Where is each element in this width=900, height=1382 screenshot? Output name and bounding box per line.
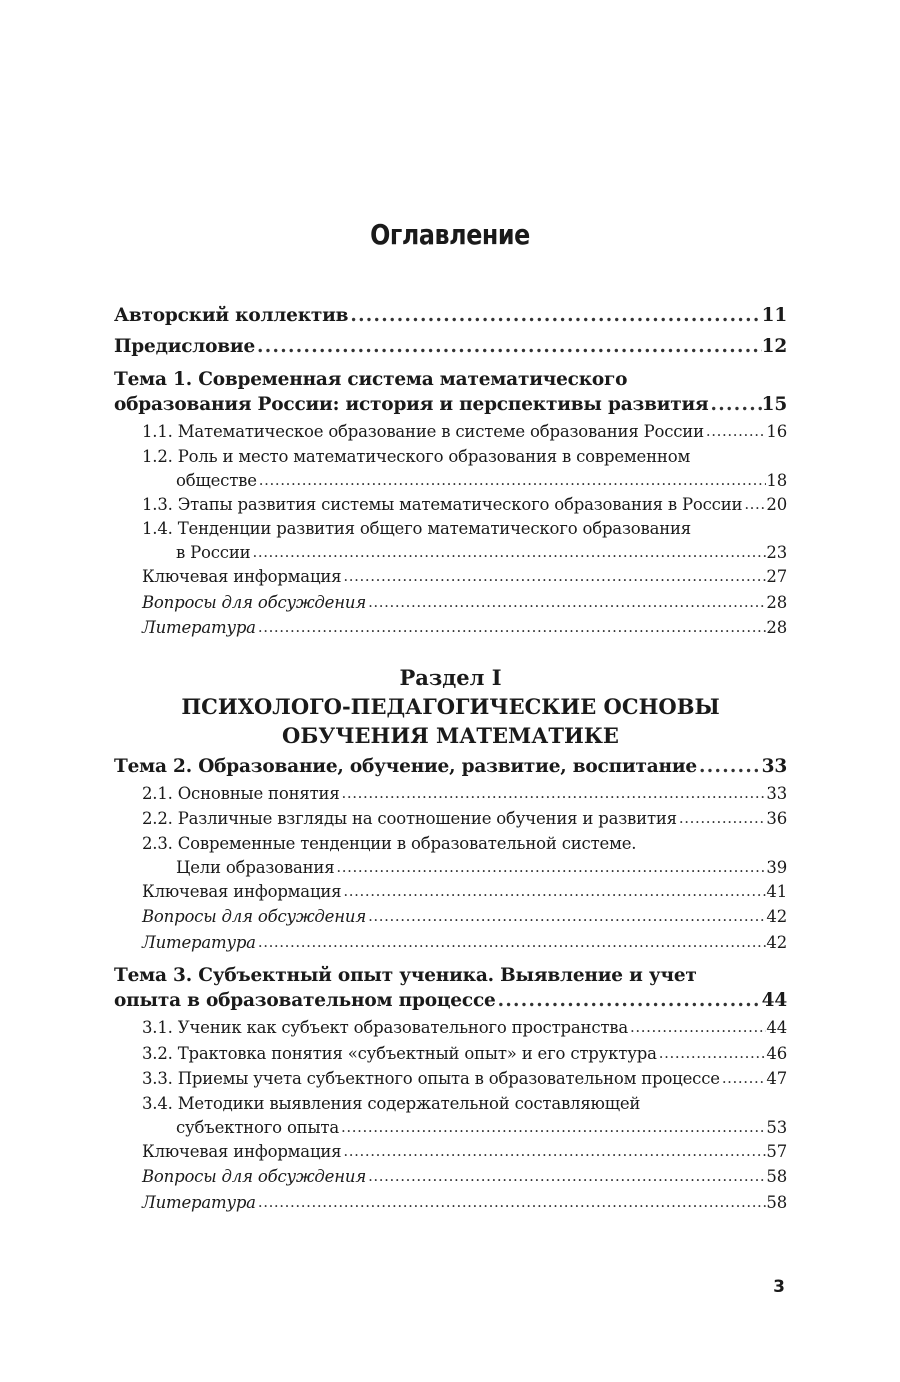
toc-item-3-1[interactable]	[114, 1015, 787, 1041]
entry-page: 11	[761, 305, 787, 326]
leader-dots	[256, 1190, 767, 1216]
item-page: 41	[766, 881, 787, 901]
item-title: 3.2. Трактовка понятия «субъектный опыт» и его структура	[142, 1043, 657, 1063]
leader-dots	[348, 303, 761, 328]
topic-heading[interactable]	[114, 367, 787, 417]
leader-dots	[334, 856, 766, 879]
item-page: 36	[766, 809, 787, 828]
leader-dots	[366, 590, 766, 616]
leader-dots	[677, 806, 767, 832]
item-title: Литература	[142, 1192, 256, 1212]
topic-title-line: опыта в образовательном процессе	[114, 990, 496, 1011]
topic-page: 33	[761, 755, 787, 777]
item-title: Литература	[142, 618, 256, 637]
topic-title-line: Тема 1. Современная система математического	[114, 369, 628, 390]
toc-item-2-2[interactable]	[114, 806, 787, 832]
item-page: 16	[766, 422, 787, 441]
item-page: 58	[766, 1192, 787, 1212]
item-title-cont: обществе	[176, 470, 257, 490]
item-page: 27	[766, 567, 787, 586]
topic-3	[114, 963, 787, 1215]
item-title: 1.4. Тенденции развития общего математического образования	[142, 519, 692, 538]
item-title: Ключевая информация	[142, 881, 342, 901]
item-title: Вопросы для обсуждения	[142, 1167, 367, 1186]
topic-2	[114, 754, 787, 956]
item-page: 46	[766, 1043, 787, 1063]
toc-item-3-4[interactable]	[114, 1092, 787, 1139]
table-of-contents	[114, 303, 787, 1215]
leader-dots	[704, 419, 766, 445]
item-page: 42	[766, 932, 787, 952]
item-page: 20	[766, 494, 787, 514]
toc-item-2-3[interactable]	[114, 832, 787, 879]
item-title: Ключевая информация	[142, 1141, 342, 1161]
toc-item-questions[interactable]	[114, 590, 787, 616]
item-page: 57	[766, 1141, 787, 1161]
topic-page: 15	[761, 394, 787, 415]
topic-1	[114, 367, 787, 641]
item-title: 1.1. Математическое образование в системе образования России	[142, 422, 704, 441]
item-page: 33	[766, 783, 787, 803]
item-page: 53	[766, 1117, 787, 1137]
entry-page: 12	[761, 336, 787, 357]
toc-item-questions[interactable]	[114, 1164, 787, 1190]
item-page: 47	[766, 1069, 787, 1088]
toc-item-literature[interactable]	[114, 615, 787, 641]
page-title: Оглавление	[370, 218, 530, 251]
item-title: 3.1. Ученик как субъект образовательного пространства	[142, 1018, 629, 1037]
item-page: 44	[766, 1018, 787, 1037]
toc-item-3-2[interactable]	[114, 1041, 787, 1067]
page-number: 3	[773, 1277, 785, 1297]
item-title: 2.2. Различные взгляды на соотношение обучения и развития	[142, 809, 677, 828]
toc-item-1-4[interactable]	[114, 517, 787, 564]
topic-title-line: образования России: история и перспективы развития	[114, 394, 709, 415]
leader-dots	[341, 1139, 766, 1165]
item-title: Вопросы для обсуждения	[142, 907, 367, 926]
toc-item-1-1[interactable]	[114, 419, 787, 445]
item-title: Ключевая информация	[142, 567, 342, 586]
item-page: 28	[766, 618, 787, 637]
item-page: 42	[766, 907, 787, 926]
section-heading	[114, 663, 787, 750]
toc-item-literature[interactable]	[114, 1190, 787, 1216]
toc-item-3-3[interactable]	[114, 1066, 787, 1092]
leader-dots	[341, 879, 766, 905]
entry-title: Авторский коллектив	[114, 305, 349, 326]
item-title: 3.4. Методики выявления содержательной составляющей	[142, 1093, 641, 1113]
entry-title: Предисловие	[114, 336, 256, 357]
leader-dots	[366, 904, 766, 930]
leader-dots	[257, 469, 767, 492]
leader-dots	[657, 1041, 767, 1067]
leader-dots	[628, 1015, 766, 1041]
leader-dots	[255, 334, 762, 359]
item-page: 23	[766, 543, 787, 562]
topic-title-line: Тема 3. Субъектный опыт ученика. Выявление и учет	[114, 965, 697, 986]
leader-dots	[697, 754, 762, 779]
leader-dots	[341, 564, 766, 590]
toc-item-1-3[interactable]	[114, 492, 787, 518]
item-title: Литература	[142, 932, 256, 952]
toc-item-1-2[interactable]	[114, 445, 787, 492]
topic-title-line: Тема 2. Образование, обучение, развитие, воспитание	[114, 755, 697, 777]
item-title-cont: в России	[176, 543, 251, 562]
toc-item-key-info[interactable]	[114, 1139, 787, 1165]
item-title: 1.3. Этапы развития системы математического образования в России	[142, 494, 743, 514]
item-title: 3.3. Приемы учета субъектного опыта в образовательном процессе	[142, 1069, 720, 1088]
item-title-cont: субъектного опыта	[176, 1117, 339, 1137]
section-title-line: ОБУЧЕНИЯ МАТЕМАТИКЕ	[282, 722, 619, 748]
leader-dots	[496, 988, 762, 1013]
topic-page: 44	[761, 990, 787, 1011]
section-title-line: ПСИХОЛОГО-ПЕДАГОГИЧЕСКИЕ ОСНОВЫ	[181, 693, 720, 719]
toc-item-literature[interactable]	[114, 930, 787, 956]
item-title: 2.3. Современные тенденции в образовательной системе.	[142, 833, 637, 853]
leader-dots	[256, 615, 767, 641]
toc-item-key-info[interactable]	[114, 564, 787, 590]
item-page: 39	[766, 857, 787, 877]
leader-dots	[250, 541, 766, 564]
toc-item-2-1[interactable]	[114, 781, 787, 807]
item-title-cont: Цели образования	[176, 857, 335, 877]
item-page: 18	[766, 470, 787, 490]
item-title: 2.1. Основные понятия	[142, 783, 340, 803]
toc-item-key-info[interactable]	[114, 879, 787, 905]
topic-heading[interactable]	[114, 963, 787, 1013]
toc-entry-preface[interactable]	[114, 334, 787, 359]
leader-dots	[339, 1116, 766, 1139]
section-label: Раздел I	[399, 664, 502, 690]
item-title: 1.2. Роль и место математического образования в современном	[142, 446, 691, 466]
leader-dots	[709, 392, 762, 417]
item-page: 58	[766, 1167, 787, 1186]
topic-heading[interactable]	[114, 754, 787, 779]
leader-dots	[340, 781, 767, 807]
item-title: Вопросы для обсуждения	[142, 592, 367, 612]
leader-dots	[742, 492, 766, 518]
leader-dots	[366, 1164, 766, 1190]
item-page: 28	[766, 592, 787, 612]
leader-dots	[256, 930, 767, 956]
leader-dots	[720, 1066, 767, 1092]
toc-entry-authors[interactable]	[114, 303, 787, 328]
toc-item-questions[interactable]	[114, 904, 787, 930]
